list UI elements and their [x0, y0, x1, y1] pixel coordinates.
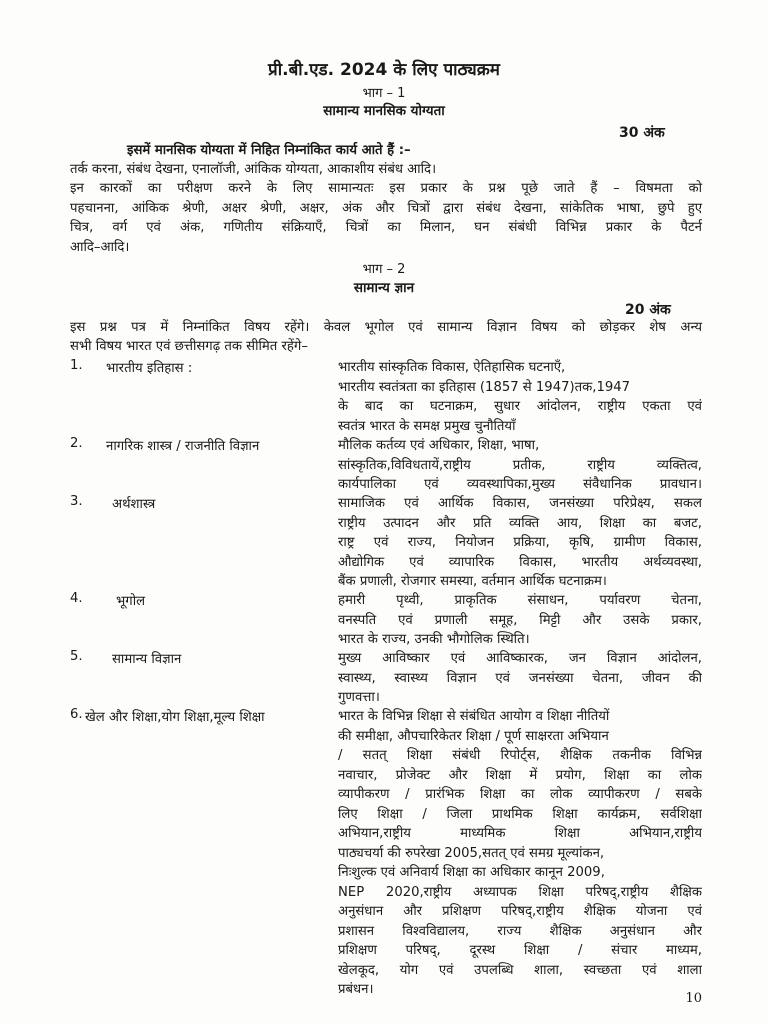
part2-intro-line: सभी विषय भारत एवं छत्तीसगढ़ तक सीमित रहेंगे– — [70, 339, 308, 355]
item-line: गुणवत्ता। — [338, 690, 380, 705]
item-line: मौलिक कर्तव्य एवं अधिकार, शिक्षा, भाषा, — [338, 438, 540, 453]
item-line: हमारी पृथ्वी, प्राकृतिक संसाधन, पर्यावरण चेतना, — [338, 593, 702, 608]
part1-line: चित्र, वर्ग एवं अंक, गणितीय संक्रियाएँ, चित्रों का मिलान, घन संबंधी विभिन्न प्रकार के पैटर्न — [70, 220, 702, 236]
part1-line: इन कारकों का परीक्षण करने के लिए सामान्यतः इस प्रकार के प्रश्न पूछे जाते हैं – विषमता को — [70, 181, 702, 197]
item-line: अनुसंधान और प्रशिक्षण परिषद्,राष्ट्रीय शैक्षिक योजना एवं — [338, 904, 702, 919]
part2-intro — [70, 318, 702, 357]
item-description — [338, 494, 702, 592]
item-line: भारतीय स्वतंत्रता का इतिहास (1857 से 1947)तक,1947 — [338, 379, 631, 395]
item-number: 3. — [70, 494, 83, 509]
item-line: / सतत् शिक्षा संबंधी रिपोर्ट्स, शैक्षिक तकनीक विभिन्न — [338, 748, 702, 763]
item-line: की समीक्षा, औपचारिकेतर शिक्षा / पूर्ण साक्षरता अभियान — [338, 728, 609, 744]
part1-subject: सामान्य मानसिक योग्यता — [323, 103, 445, 119]
item-description — [338, 707, 702, 1000]
item-line: पाठ्यचर्या की रुपरेखा 2005,सतत् एवं समग्र मूल्यांकन, — [338, 845, 605, 861]
item-line: बैंक प्रणाली, रोजगार समस्या, वर्तमान आर्थिक घटनाक्रम। — [338, 574, 607, 589]
part2-subject: सामान्य ज्ञान — [353, 280, 415, 296]
item-line: औद्योगिक एवं व्यापारिक विकास, भारतीय अर्थव्यवस्था, — [338, 554, 702, 570]
item-label: भारतीय इतिहास : — [106, 361, 193, 376]
item-line: अभियान,राष्ट्रीय माध्यमिक शिक्षा अभियान,राष्ट्रीय — [338, 826, 702, 841]
item-line: प्रशासन विश्वविद्यालय, राज्य शैक्षिक अनुसंधान और — [338, 923, 702, 939]
item-line: स्वास्थ्य, स्वास्थ्य विज्ञान एवं जनसंख्या चेतना, जीवन की — [338, 670, 702, 686]
part1-line: आदि–आदि। — [70, 239, 130, 255]
item-line: व्यापीकरण / प्रारंभिक शिक्षा का लोक व्यापीकरण / सबके — [338, 787, 702, 802]
item-line: प्रशिक्षण परिषद्, दूरस्थ शिक्षा / संचार माध्यम, — [338, 943, 702, 958]
item-number: 2. — [70, 436, 83, 451]
part1-body — [70, 160, 702, 257]
item-line: राष्ट्र एवं राज्य, नियोजन प्रक्रिया, कृषि, ग्रामीण विकास, — [338, 535, 702, 550]
item-line: सामाजिक एवं आर्थिक विकास, जनसंख्या परिप्रेक्ष्य, सकल — [338, 496, 702, 511]
item-label: अर्थशास्त्र — [112, 497, 156, 512]
item-line: NEP 2020,राष्ट्रीय अध्यापक शिक्षा परिषद्,राष्ट्रीय शैक्षिक — [338, 884, 702, 900]
item-line: खेलकूद, योग एवं उपलब्धि शाला, स्वच्छता एवं शाला — [338, 962, 702, 978]
part2-heading: भाग – 2 — [362, 262, 406, 277]
item-line: भारत के विभिन्न शिक्षा से संबंधित आयोग व शिक्षा नीतियों — [338, 709, 610, 724]
item-number: 5. — [70, 649, 83, 664]
part1-intro: इसमें मानसिक योग्यता में निहित निम्नांकित कार्य आते हैं :– — [127, 143, 411, 158]
item-line: मुख्य आविष्कार एवं आविष्कारक, जन विज्ञान आंदोलन, — [338, 651, 702, 666]
item-line: के बाद का घटनाक्रम, सुधार आंदोलन, राष्ट्रीय एकता एवं — [338, 399, 702, 414]
item-line: स्वतंत्र भारत के समक्ष प्रमुख चुनौतियाँ — [338, 418, 516, 434]
item-number: 6. — [70, 707, 83, 722]
item-line: सांस्कृतिक,विविधतायें,राष्ट्रीय प्रतीक, राष्ट्रीय व्यक्तित्व, — [338, 457, 702, 473]
item-label: खेल और शिक्षा,योग शिक्षा,मूल्य शिक्षा — [85, 710, 265, 725]
item-number: 4. — [70, 591, 83, 606]
item-number: 1. — [70, 358, 83, 373]
page-number: 10 — [685, 991, 702, 1006]
item-line: प्रबंधन। — [338, 982, 374, 997]
part2-marks: 20 अंक — [625, 302, 671, 318]
item-description — [338, 436, 702, 495]
part1-line: पहचानना, आंकिक श्रेणी, अक्षर श्रेणी, अक्षर, अंक और चित्रों द्वारा संबंध देखना, सांकेतिक भाषा, छुपे हुए — [70, 200, 702, 216]
item-line: निःशुल्क एवं अनिवार्य शिक्षा का अधिकार कानून 2009, — [338, 865, 605, 880]
item-line: वनस्पति एवं प्रणाली समूह, मिट्टी और उसके प्रकार, — [338, 612, 702, 628]
part2-intro-line: इस प्रश्न पत्र में निम्नांकित विषय रहेंगे। केवल भूगोल एवं सामान्य विज्ञान विषय को छोड़कर शेष अन्य — [70, 320, 702, 335]
item-description — [338, 591, 702, 650]
part1-marks: 30 अंक — [619, 125, 665, 141]
item-line: राष्ट्रीय उत्पादन और प्रति व्यक्ति आय, शिक्षा का बजट, — [338, 515, 702, 531]
item-line: भारतीय सांस्कृतिक विकास, ऐतिहासिक घटनाएँ, — [338, 360, 566, 375]
part1-line: तर्क करना, संबंध देखना, एनालॉजी, आंकिक योग्यता, आकाशीय संबंध आदि। — [70, 162, 437, 177]
item-line: नवाचार, प्रोजेक्ट और शिक्षा में प्रयोग, शिक्षा का लोक — [338, 767, 702, 783]
page-title: प्री.बी.एड. 2024 के लिए पाठ्यक्रम — [268, 60, 500, 80]
item-line: लिए शिक्षा / जिला प्राथमिक शिक्षा कार्यक्रम, सर्वशिक्षा — [338, 806, 702, 822]
item-description — [338, 649, 702, 708]
part1-heading: भाग – 1 — [362, 86, 406, 101]
item-line: भारत के राज्य, उनकी भौगोलिक स्थिति। — [338, 632, 530, 647]
item-description — [338, 358, 702, 436]
item-label: सामान्य विज्ञान — [112, 652, 182, 667]
item-label: नागरिक शास्त्र / राजनीति विज्ञान — [106, 439, 260, 454]
item-line: कार्यपालिका एवं व्यवस्थापिका,मुख्य संवैधानिक प्रावधान। — [338, 477, 702, 492]
item-label: भूगोल — [116, 594, 146, 609]
